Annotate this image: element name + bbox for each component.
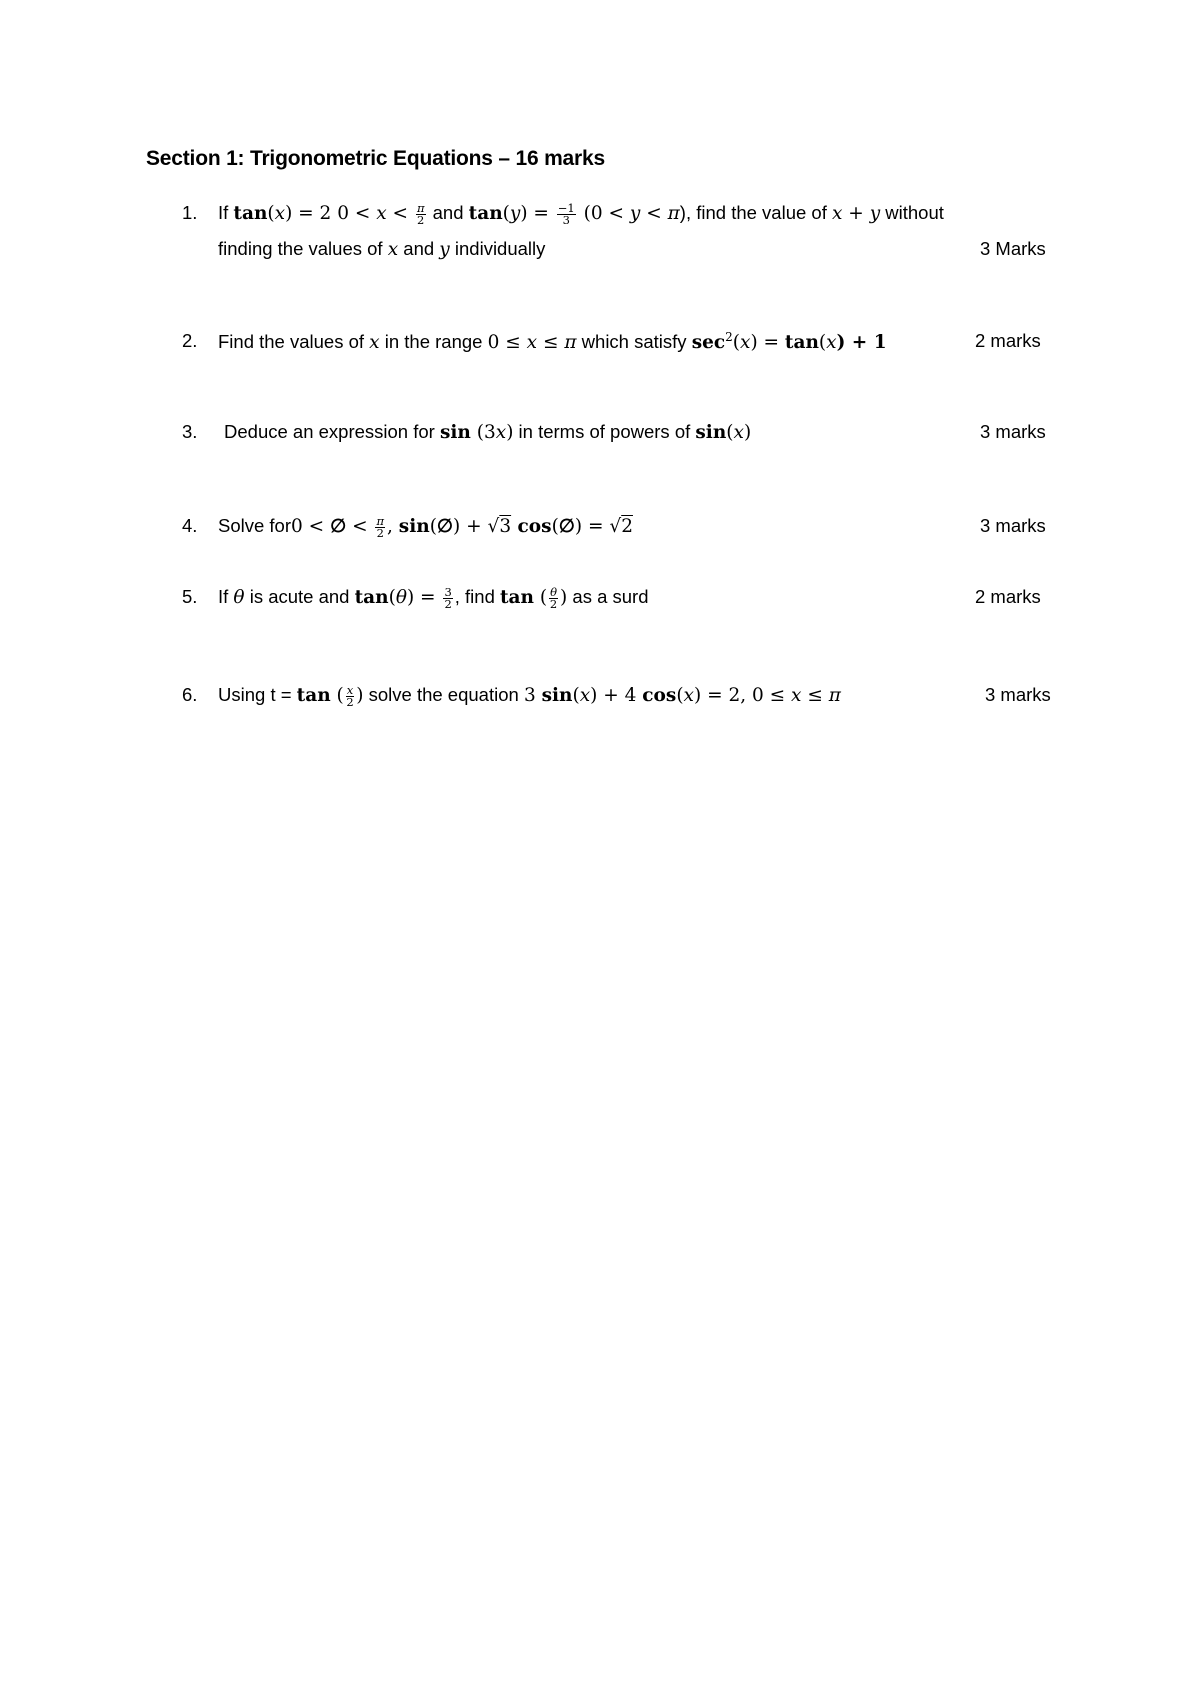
fraction: $\frac{\pi}{2}$ — [376, 513, 385, 540]
question-1-marks: 3 Marks — [980, 238, 1046, 259]
question-number: 5. — [182, 586, 198, 607]
question-6-marks: 3 marks — [985, 684, 1051, 705]
question-5-marks: 2 marks — [975, 586, 1041, 607]
question-text: finding the values of x and y individually — [218, 238, 546, 260]
question-number: 1. — [182, 202, 198, 223]
fraction: $\frac{\theta}{2}$ — [549, 584, 558, 611]
fraction: $\frac{\pi}{2}$ — [416, 200, 425, 227]
fraction: $\frac{x}{2}$ — [346, 682, 354, 709]
section-title: Section 1: Trigonometric Equations – 16 marks — [146, 147, 605, 170]
question-number: 2. — [182, 330, 198, 351]
question-3-marks: 3 marks — [980, 421, 1046, 442]
question-text: If tan(x) = 2 0 < x < $\frac{\pi}{2}$ and tan(y) = $\frac{-1}{3}$ (0 < y < π), find the value of x + y without — [218, 200, 944, 227]
question-text: Find the values of x in the range 0 ≤ x ≤ π which satisfy $\sec^2(x) = \tan(x) + 1$ — [218, 330, 887, 354]
fraction: $\frac{-1}{3}$ — [557, 200, 575, 227]
question-text: Using t = tan ( $\frac{x}{2}$ ) solve the equation 3 sin(x) + 4 cos(x) = 2, 0 ≤ x ≤ π — [218, 682, 841, 709]
question-number: 3. — [182, 421, 198, 442]
question-2-marks: 2 marks — [975, 330, 1041, 351]
question-text: Solve for0 < ∅ < $\frac{\pi}{2}$ , sin(∅) + √3 cos(∅) = √2 — [218, 513, 633, 540]
question-number: 4. — [182, 515, 198, 536]
question-4-marks: 3 marks — [980, 515, 1046, 536]
question-number: 6. — [182, 684, 198, 705]
question-text: Deduce an expression for sin (3x) in terms of powers of sin(x) — [224, 421, 752, 443]
question-text: If θ is acute and tan(θ) = $\frac{3}{2}$ , find tan ( $\frac{\theta}{2}$ ) as a surd — [218, 584, 649, 611]
fraction: $\frac{3}{2}$ — [444, 584, 452, 611]
